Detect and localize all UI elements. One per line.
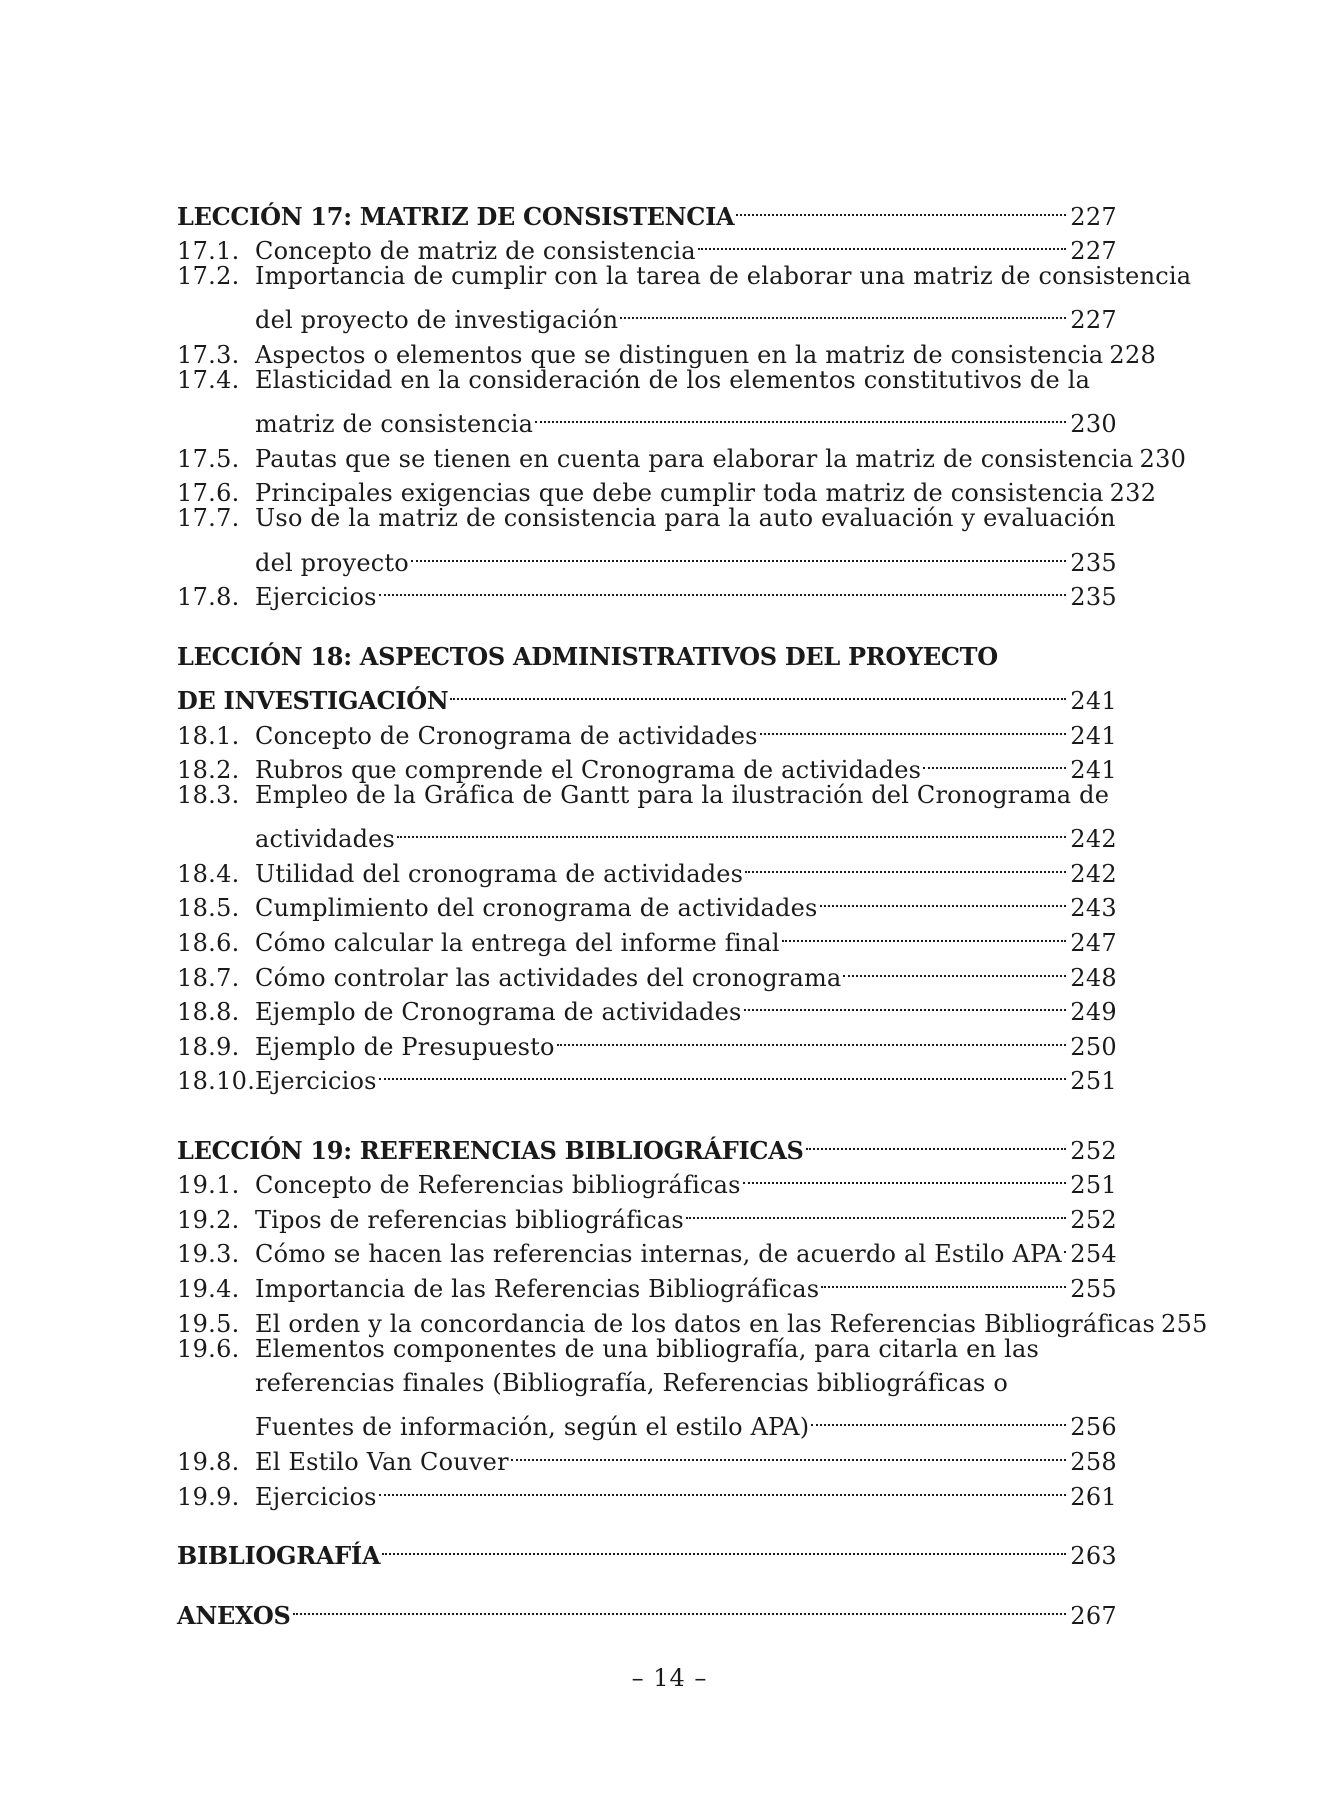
toc-entry-17-7-cont[interactable] bbox=[177, 536, 1117, 577]
toc-entry-number: 17.3. bbox=[177, 340, 240, 369]
dot-leader bbox=[745, 847, 1066, 882]
toc-section-title: BIBLIOGRAFÍA bbox=[177, 1541, 381, 1571]
dot-leader bbox=[379, 1470, 1067, 1505]
toc-entry-17-2[interactable] bbox=[177, 259, 1192, 294]
toc-entry-number: 19.2. bbox=[177, 1205, 240, 1234]
toc-page-number: 227 bbox=[1070, 306, 1117, 335]
toc-entry-17-4[interactable] bbox=[177, 363, 1117, 398]
toc-entry-19-6-cont1[interactable] bbox=[177, 1366, 1117, 1401]
toc-entry-number: 18.10. bbox=[177, 1067, 256, 1096]
toc-entry-text: Cómo calcular la entrega del informe final bbox=[255, 929, 780, 958]
toc-lesson-title: LECCIÓN 19: REFERENCIAS BIBLIOGRÁFICAS bbox=[177, 1135, 804, 1165]
toc-entry-number: 17.7. bbox=[177, 504, 240, 533]
toc-page-number: 241 bbox=[1070, 756, 1117, 785]
dot-leader bbox=[820, 882, 1067, 917]
dot-leader bbox=[744, 986, 1067, 1021]
toc-entry-text: Ejercicios bbox=[255, 1067, 377, 1096]
dot-leader bbox=[382, 1530, 1066, 1565]
toc-anexos[interactable] bbox=[177, 1589, 1117, 1630]
toc-entry-number: 18.4. bbox=[177, 859, 240, 888]
toc-entry-text-cont: referencias finales (Bibliografía, Referencias bibliográficas o bbox=[255, 1369, 1009, 1398]
toc-entry-number: 17.5. bbox=[177, 444, 240, 473]
toc-entry-text: Importancia de cumplir con la tarea de elaborar una matriz de consistencia bbox=[255, 262, 1192, 291]
toc-entry-number: 19.4. bbox=[177, 1275, 240, 1303]
toc-page-number: 267 bbox=[1070, 1601, 1117, 1630]
table-of-contents bbox=[177, 190, 1208, 1630]
toc-entry-text-cont: del proyecto de investigación bbox=[255, 306, 619, 335]
dot-leader bbox=[743, 1159, 1067, 1194]
toc-lesson-title: LECCIÓN 18: ASPECTOS ADMINISTRATIVOS DEL PROYECTO bbox=[177, 641, 998, 671]
dot-leader bbox=[411, 536, 1066, 571]
toc-entry-number: 18.8. bbox=[177, 998, 240, 1027]
toc-page-number: 248 bbox=[1070, 963, 1117, 992]
toc-page-number: 228 bbox=[1109, 340, 1157, 369]
toc-page-number: 241 bbox=[1070, 686, 1117, 715]
dot-leader bbox=[686, 1193, 1066, 1228]
toc-page-number: 261 bbox=[1070, 1482, 1117, 1511]
toc-page-number: 251 bbox=[1070, 1171, 1117, 1200]
toc-lesson-19[interactable] bbox=[177, 1124, 1117, 1165]
toc-entry-text: El Estilo Van Couver bbox=[255, 1447, 509, 1476]
dot-leader bbox=[535, 398, 1066, 433]
toc-page-number: 235 bbox=[1070, 548, 1117, 577]
toc-entry-text: Ejercicios bbox=[255, 1482, 377, 1511]
dot-leader bbox=[923, 744, 1066, 779]
toc-entry-text: Concepto de Referencias bibliográficas bbox=[255, 1171, 741, 1200]
dot-leader bbox=[557, 1020, 1067, 1055]
toc-entry-text: Elasticidad en la consideración de los elementos constitutivos de la bbox=[255, 365, 1091, 394]
dot-leader bbox=[379, 571, 1067, 606]
toc-entry-text: Ejercicios bbox=[255, 583, 377, 612]
toc-entry-17-7[interactable] bbox=[177, 501, 1117, 536]
toc-lesson-17[interactable] bbox=[177, 190, 1117, 231]
toc-page-number: 250 bbox=[1070, 1032, 1117, 1061]
toc-page-number: 252 bbox=[1070, 1205, 1117, 1234]
toc-page-number: 263 bbox=[1070, 1542, 1117, 1571]
toc-page-number: 227 bbox=[1070, 237, 1117, 266]
toc-page-number: 252 bbox=[1070, 1136, 1117, 1165]
toc-entry-number: 18.9. bbox=[177, 1032, 240, 1061]
toc-entry-text: Cómo se hacen las referencias internas, de acuerdo al Estilo APA bbox=[255, 1240, 1062, 1269]
toc-entry-text: Utilidad del cronograma de actividades bbox=[255, 859, 744, 888]
toc-entry-number: 18.5. bbox=[177, 894, 240, 923]
toc-entry-number: 19.1. bbox=[177, 1171, 240, 1200]
dot-leader bbox=[782, 916, 1067, 951]
toc-entry-number: 17.4. bbox=[177, 365, 240, 394]
toc-lesson-18[interactable] bbox=[177, 640, 1117, 675]
dot-leader bbox=[698, 225, 1067, 260]
toc-entry-number: 19.8. bbox=[177, 1447, 240, 1476]
toc-section-title: ANEXOS bbox=[177, 1600, 291, 1630]
dot-leader bbox=[811, 1401, 1066, 1436]
toc-entry-text: Tipos de referencias bibliográficas bbox=[255, 1205, 684, 1234]
toc-entry-text-cont: Fuentes de información, según el estilo APA) bbox=[255, 1413, 810, 1442]
toc-entry-number: 17.8. bbox=[177, 583, 240, 612]
toc-entry-number: 19.5. bbox=[177, 1309, 240, 1338]
dot-leader bbox=[450, 674, 1066, 709]
toc-lesson-title-cont: DE INVESTIGACIÓN bbox=[177, 685, 449, 715]
toc-entry-text: Concepto de matriz de consistencia bbox=[255, 237, 696, 266]
toc-entry-number: 18.1. bbox=[177, 721, 240, 750]
toc-entry-text: Cumplimiento del cronograma de actividades bbox=[255, 894, 818, 923]
toc-entry-text: El orden y la concordancia de los datos en las Referencias Bibliográficas bbox=[255, 1309, 1155, 1338]
toc-entry-18-3-cont[interactable] bbox=[177, 813, 1117, 854]
dot-leader bbox=[806, 1124, 1067, 1159]
dot-leader bbox=[736, 190, 1066, 225]
dot-leader bbox=[760, 709, 1067, 744]
toc-entry-text-cont: actividades bbox=[255, 825, 396, 854]
toc-entry-text: Principales exigencias que debe cumplir toda matriz de consistencia bbox=[255, 479, 1104, 508]
toc-page-number: 242 bbox=[1070, 859, 1117, 888]
toc-entry-17-4-cont[interactable] bbox=[177, 398, 1117, 439]
toc-entry-text: Pautas que se tienen en cuenta para elaborar la matriz de consistencia bbox=[255, 444, 1134, 473]
toc-page-number: 230 bbox=[1139, 444, 1187, 473]
dot-leader bbox=[511, 1435, 1067, 1470]
toc-entry-text: Concepto de Cronograma de actividades bbox=[255, 721, 758, 750]
toc-entry-text-cont: matriz de consistencia bbox=[255, 410, 534, 439]
toc-lesson-title: LECCIÓN 17: MATRIZ DE CONSISTENCIA bbox=[177, 201, 735, 231]
toc-page-number: 242 bbox=[1070, 825, 1117, 854]
toc-entry-17-2-cont[interactable] bbox=[177, 294, 1117, 335]
toc-entry-19-6[interactable] bbox=[177, 1332, 1117, 1367]
toc-entry-number: 18.7. bbox=[177, 963, 240, 992]
toc-entry-number: 18.3. bbox=[177, 781, 240, 810]
toc-entry-text: Uso de la matriz de consistencia para la auto evaluación y evaluación bbox=[255, 504, 1116, 533]
toc-entry-text: Aspectos o elementos que se distinguen en la matriz de consistencia bbox=[255, 340, 1104, 369]
toc-entry-number: 18.2. bbox=[177, 756, 240, 785]
toc-page-number: 251 bbox=[1070, 1067, 1117, 1096]
dot-leader bbox=[379, 1055, 1067, 1090]
toc-page-number: 247 bbox=[1070, 929, 1117, 958]
toc-page-number: 227 bbox=[1070, 202, 1117, 231]
toc-entry-number: 17.2. bbox=[177, 262, 240, 291]
dot-leader bbox=[821, 1262, 1066, 1297]
toc-entry-number: 19.3. bbox=[177, 1240, 240, 1269]
toc-entry-19-6-cont2[interactable] bbox=[177, 1401, 1117, 1442]
dot-leader bbox=[397, 813, 1066, 848]
toc-page-number: 256 bbox=[1070, 1413, 1117, 1442]
toc-entry-18-3[interactable] bbox=[177, 778, 1117, 813]
toc-page-number: 255 bbox=[1161, 1309, 1208, 1338]
toc-page-number: 241 bbox=[1070, 721, 1117, 750]
page-number-footer: – 14 – bbox=[631, 1664, 708, 1692]
toc-page-number: 232 bbox=[1109, 479, 1157, 508]
toc-entry-text: Ejemplo de Presupuesto bbox=[255, 1032, 555, 1061]
toc-entry-number: 17.6. bbox=[177, 479, 240, 508]
toc-page-number: 249 bbox=[1070, 998, 1117, 1027]
toc-bibliografia[interactable] bbox=[177, 1530, 1117, 1571]
toc-page-number: 255 bbox=[1070, 1275, 1117, 1303]
toc-page-number: 258 bbox=[1070, 1447, 1117, 1476]
toc-entry-text: Empleo de la Gráfica de Gantt para la ilustración del Cronograma de bbox=[255, 781, 1110, 810]
dot-leader bbox=[843, 951, 1066, 986]
toc-entry-number: 19.6. bbox=[177, 1334, 240, 1363]
dot-leader bbox=[1064, 1228, 1067, 1263]
toc-entry-number: 18.6. bbox=[177, 929, 240, 958]
toc-entry-text: Elementos componentes de una bibliografía, para citarla en las bbox=[255, 1334, 1039, 1363]
toc-page-number: 243 bbox=[1070, 894, 1117, 923]
toc-entry-text: Rubros que comprende el Cronograma de actividades bbox=[255, 756, 922, 785]
toc-entry-number: 19.9. bbox=[177, 1482, 240, 1511]
dot-leader bbox=[620, 294, 1066, 329]
toc-entry-text-cont: del proyecto bbox=[255, 548, 409, 577]
toc-entry-text: Ejemplo de Cronograma de actividades bbox=[255, 998, 742, 1027]
toc-page-number: 254 bbox=[1070, 1240, 1117, 1269]
dot-leader bbox=[293, 1589, 1067, 1624]
toc-page-number: 235 bbox=[1070, 583, 1117, 612]
toc-lesson-18-cont[interactable] bbox=[177, 674, 1117, 715]
toc-entry-text: Importancia de las Referencias Bibliográficas bbox=[255, 1275, 820, 1303]
toc-page-number: 230 bbox=[1070, 410, 1117, 439]
toc-entry-text: Cómo controlar las actividades del cronograma bbox=[255, 963, 842, 992]
toc-entry-number: 17.1. bbox=[177, 237, 240, 266]
